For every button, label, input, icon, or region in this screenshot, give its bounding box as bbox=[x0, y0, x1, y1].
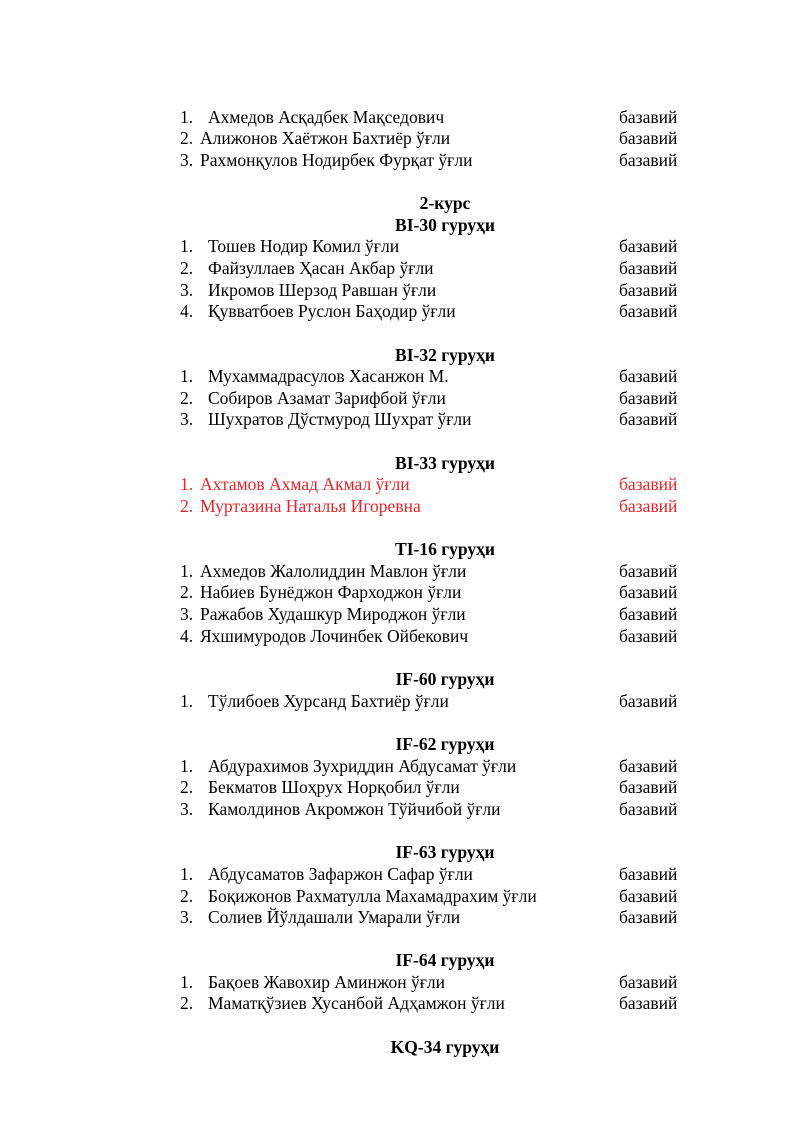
status-label: базавий bbox=[619, 366, 678, 386]
item-number: 3. bbox=[180, 799, 194, 819]
student-name: Маматқўзиев Хусанбой Адҳамжон ўғли bbox=[208, 993, 505, 1013]
list-item bbox=[180, 755, 700, 777]
list-item bbox=[180, 149, 700, 171]
item-number: 2. bbox=[180, 388, 194, 408]
student-name: Файзуллаев Ҳасан Акбар ўғли bbox=[208, 258, 434, 278]
student-name: Икромов Шерзод Равшан ўғли bbox=[208, 280, 437, 300]
status-label: базавий bbox=[619, 107, 678, 127]
list-item bbox=[180, 625, 700, 647]
list-item bbox=[180, 106, 700, 128]
item-number: 2. bbox=[180, 993, 194, 1013]
student-name: Ахтамов Ахмад Акмал ўғли bbox=[200, 474, 410, 494]
student-name: Ахмедов Жалолиддин Мавлон ўғли bbox=[200, 561, 467, 581]
item-number: 2. bbox=[180, 777, 194, 797]
student-name: Абдурахимов Зухриддин Абдусамат ўғли bbox=[208, 756, 517, 776]
list-item bbox=[180, 408, 700, 430]
item-number: 1. bbox=[180, 691, 194, 711]
course-heading: 2-курс bbox=[419, 193, 471, 213]
status-label: базавий bbox=[619, 236, 678, 256]
list-item-highlighted bbox=[180, 473, 700, 495]
student-name: Муртазина Наталья Игоревна bbox=[200, 496, 421, 516]
item-number: 3. bbox=[180, 150, 194, 170]
status-label: базавий bbox=[619, 150, 678, 170]
list-item bbox=[180, 257, 700, 279]
item-number: 3. bbox=[180, 907, 194, 927]
student-name: Шухратов Дўстмурод Шухрат ўғли bbox=[208, 409, 472, 429]
student-name: Қувватбоев Руслон Баҳодир ўғли bbox=[208, 301, 456, 321]
item-number: 3. bbox=[180, 409, 194, 429]
status-label: базавий bbox=[619, 409, 678, 429]
status-label: базавий bbox=[619, 301, 678, 321]
group-heading: BI-32 гуруҳи bbox=[395, 345, 495, 365]
status-label: базавий bbox=[619, 777, 678, 797]
list-item bbox=[180, 992, 700, 1014]
list-item bbox=[180, 279, 700, 301]
student-name: Мухаммадрасулов Хасанжон М. bbox=[208, 366, 449, 386]
status-label: базавий bbox=[619, 561, 678, 581]
status-label: базавий bbox=[619, 993, 678, 1013]
item-number: 4. bbox=[180, 301, 194, 321]
status-label: базавий bbox=[619, 972, 678, 992]
group-heading: BI-30 гуруҳи bbox=[395, 215, 495, 235]
group-heading: IF-60 гуруҳи bbox=[395, 669, 495, 689]
item-number: 2. bbox=[180, 258, 194, 278]
student-name: Яхшимуродов Лочинбек Ойбекович bbox=[200, 626, 469, 646]
student-name: Абдусаматов Зафаржон Сафар ўғли bbox=[208, 864, 473, 884]
item-number: 3. bbox=[180, 280, 194, 300]
student-name: Тўлибоев Хурсанд Бахтиёр ўғли bbox=[208, 691, 449, 711]
status-label: базавий bbox=[619, 496, 678, 516]
status-label: базавий bbox=[619, 886, 678, 906]
list-item bbox=[180, 300, 700, 322]
status-label: базавий bbox=[619, 799, 678, 819]
group-heading: BI-33 гуруҳи bbox=[395, 453, 495, 473]
item-number: 4. bbox=[180, 626, 194, 646]
list-item bbox=[180, 127, 700, 149]
list-item bbox=[180, 235, 700, 257]
status-label: базавий bbox=[619, 626, 678, 646]
item-number: 1. bbox=[180, 756, 194, 776]
item-number: 1. bbox=[180, 561, 194, 581]
status-label: базавий bbox=[619, 604, 678, 624]
list-item bbox=[180, 906, 700, 928]
item-number: 2. bbox=[180, 886, 194, 906]
group-heading: IF-62 гуруҳи bbox=[395, 734, 495, 754]
item-number: 2. bbox=[180, 582, 194, 602]
student-name: Бекматов Шоҳрух Норқобил ўғли bbox=[208, 777, 460, 797]
student-name: Рахмонқулов Нодирбек Фурқат ўғли bbox=[200, 150, 473, 170]
list-item bbox=[180, 581, 700, 603]
item-number: 1. bbox=[180, 107, 194, 127]
list-item bbox=[180, 387, 700, 409]
group-heading: KQ-34 гуруҳи bbox=[390, 1037, 500, 1057]
list-item bbox=[180, 776, 700, 798]
list-item bbox=[180, 603, 700, 625]
item-number: 2. bbox=[180, 496, 194, 516]
status-label: базавий bbox=[619, 388, 678, 408]
student-name: Алижонов Хаётжон Бахтиёр ўғли bbox=[200, 128, 451, 148]
student-name: Собиров Азамат Зарифбой ўғли bbox=[208, 388, 446, 408]
item-number: 1. bbox=[180, 864, 194, 884]
item-number: 1. bbox=[180, 972, 194, 992]
student-name: Боқижонов Рахматулла Махамадрахим ўғли bbox=[208, 886, 537, 906]
list-item-highlighted bbox=[180, 495, 700, 517]
item-number: 1. bbox=[180, 236, 194, 256]
student-name: Солиев Йўлдашали Умарали ўғли bbox=[208, 907, 461, 927]
student-name: Ахмедов Асқадбек Мақседович bbox=[208, 107, 445, 127]
status-label: базавий bbox=[619, 756, 678, 776]
student-name: Набиев Бунёджон Фарходжон ўғли bbox=[200, 582, 462, 602]
student-name: Тошев Нодир Комил ўғли bbox=[208, 236, 400, 256]
item-number: 2. bbox=[180, 128, 194, 148]
list-item bbox=[180, 971, 700, 993]
list-item bbox=[180, 690, 700, 712]
list-item bbox=[180, 560, 700, 582]
status-label: базавий bbox=[619, 280, 678, 300]
item-number: 3. bbox=[180, 604, 194, 624]
status-label: базавий bbox=[619, 864, 678, 884]
status-label: базавий bbox=[619, 258, 678, 278]
status-label: базавий bbox=[619, 691, 678, 711]
list-item bbox=[180, 365, 700, 387]
status-label: базавий bbox=[619, 907, 678, 927]
item-number: 1. bbox=[180, 366, 194, 386]
group-heading: TI-16 гуруҳи bbox=[395, 539, 495, 559]
item-number: 1. bbox=[180, 474, 194, 494]
list-item bbox=[180, 885, 700, 907]
status-label: базавий bbox=[619, 128, 678, 148]
student-name: Камолдинов Акромжон Тўйчибой ўғли bbox=[208, 799, 501, 819]
list-item bbox=[180, 798, 700, 820]
status-label: базавий bbox=[619, 582, 678, 602]
student-name: Ражабов Худашкур Мироджон ўғли bbox=[200, 604, 466, 624]
group-heading: IF-64 гуруҳи bbox=[395, 950, 495, 970]
group-heading: IF-63 гуруҳи bbox=[395, 842, 495, 862]
student-name: Бақоев Жавохир Аминжон ўғли bbox=[208, 972, 446, 992]
list-item bbox=[180, 863, 700, 885]
status-label: базавий bbox=[619, 474, 678, 494]
